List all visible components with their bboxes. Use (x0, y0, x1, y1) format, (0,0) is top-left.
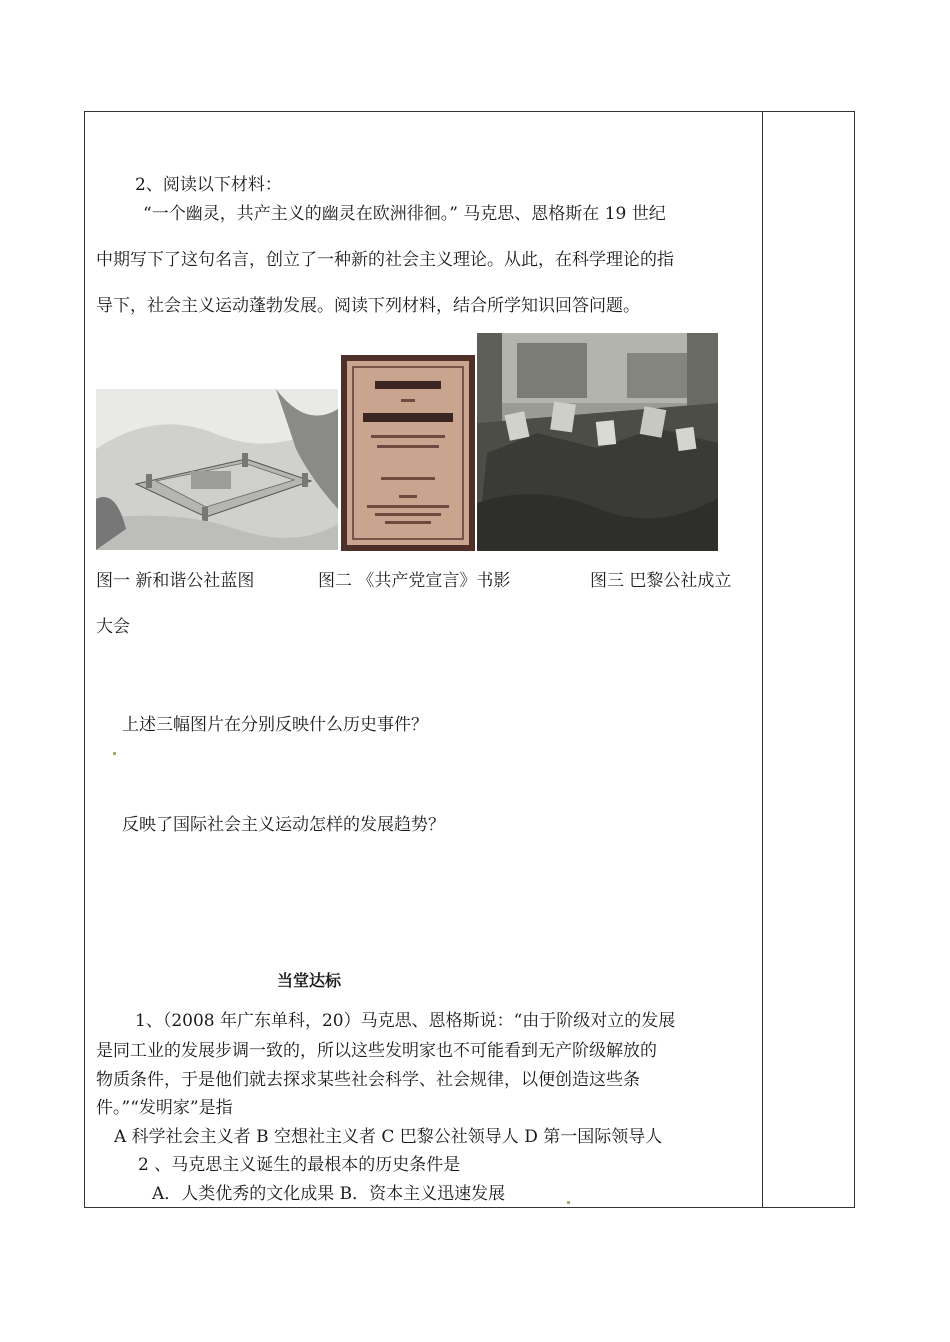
practice-q1-line-2: 是同工业的发展步调一致的，所以这些发明家也不可能看到无产阶级解放的 (96, 1041, 657, 1061)
figure-2-caption: 图二 《共产党宣言》书影 (318, 571, 511, 591)
figure-3-caption-wrap: 大会 (96, 617, 130, 637)
figure-3-image (477, 333, 718, 551)
table-column-divider (762, 111, 763, 1208)
practice-q2: 2 、马克思主义诞生的最根本的历史条件是 (138, 1155, 461, 1175)
stray-mark-2 (567, 1201, 570, 1204)
figure-3-caption: 图三 巴黎公社成立 (590, 571, 732, 591)
figure-2-image (341, 355, 475, 551)
material-line-3: 导下，社会主义运动蓬勃发展。阅读下列材料，结合所学知识回答问题。 (96, 296, 640, 316)
practice-q2-options: A．人类优秀的文化成果 B．资本主义迅速发展 (152, 1184, 506, 1204)
practice-q1-line-4: 件。”“发明家”是指 (96, 1098, 233, 1118)
stray-mark (113, 752, 116, 755)
material-line-1: “一个幽灵，共产主义的幽灵在欧洲徘徊。” 马克思、恩格斯在 19 世纪 (143, 204, 666, 224)
practice-q1-line-1: 1、（2008 年广东单科，20）马克思、恩格斯说：“由于阶级对立的发展 (135, 1011, 676, 1031)
crowd-engraving-icon (477, 333, 718, 551)
figure-1-caption: 图一 新和谐公社蓝图 (96, 571, 255, 591)
section-heading: 2、阅读以下材料： (135, 175, 282, 195)
practice-q1-options: A 科学社会主义者 B 空想社主义者 C 巴黎公社领导人 D 第一国际领导人 (114, 1127, 663, 1147)
practice-q1-line-3: 物质条件，于是他们就去探求某些社会科学、社会规律，以便创造这些条 (96, 1070, 640, 1090)
manifesto-book-cover-icon (341, 355, 475, 551)
figure-1-image (96, 389, 338, 550)
question-trend: 反映了国际社会主义运动怎样的发展趋势？ (122, 815, 445, 835)
practice-title: 当堂达标 (277, 971, 342, 990)
material-line-2: 中期写下了这句名言，创立了一种新的社会主义理论。从此，在科学理论的指 (96, 250, 674, 270)
question-events: 上述三幅图片在分别反映什么历史事件？ (122, 715, 428, 735)
fortress-engraving-icon (96, 389, 338, 550)
